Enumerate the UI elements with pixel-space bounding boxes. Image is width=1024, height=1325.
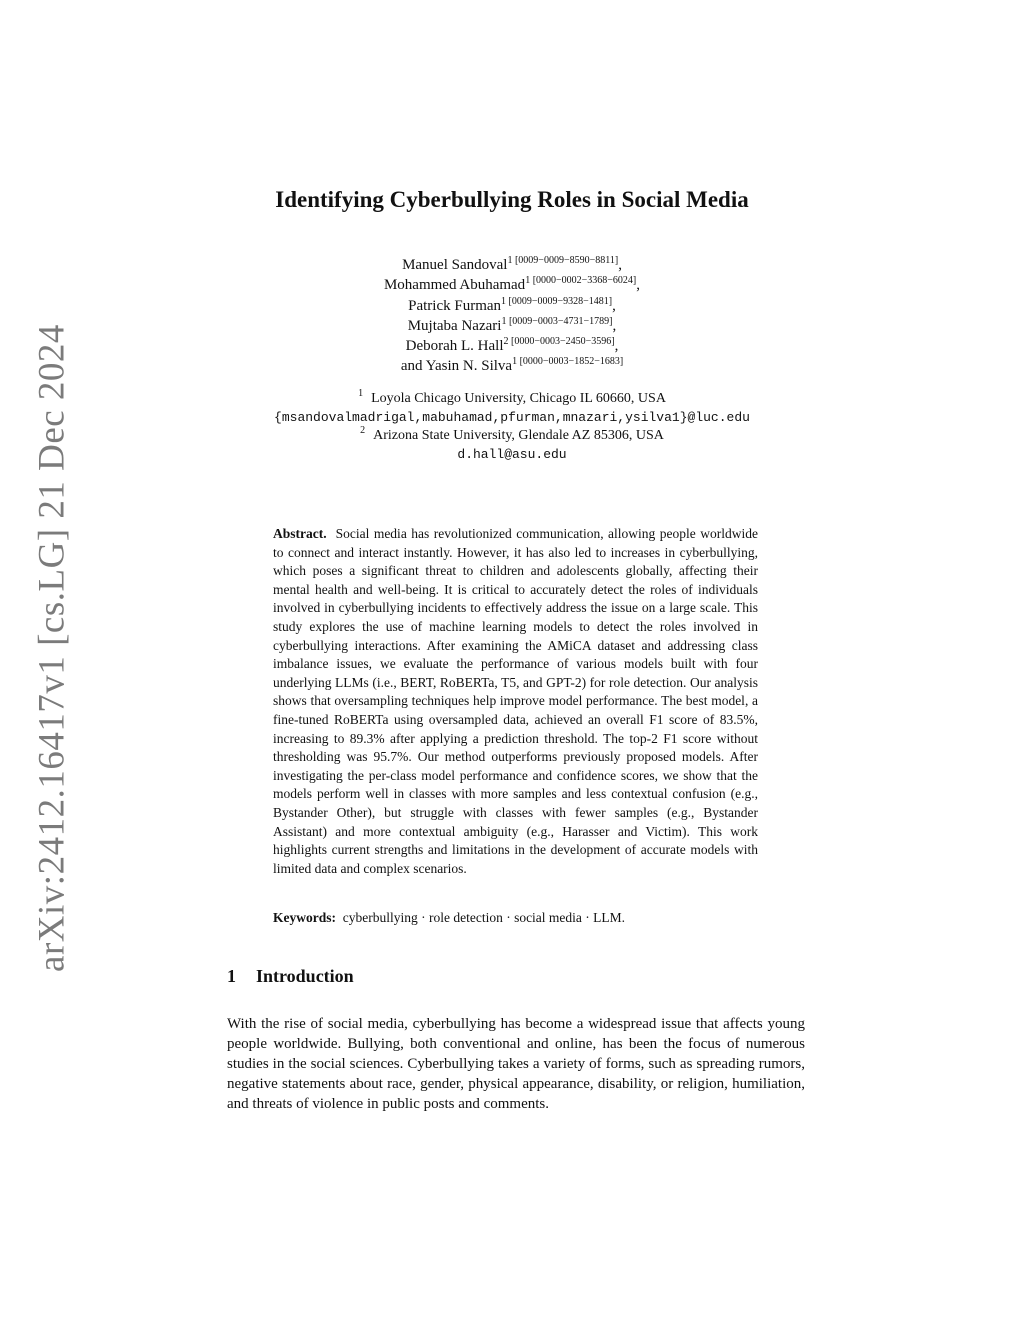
section-title: Introduction [256,966,354,986]
author: Mujtaba Nazari$^{1 [0009-0003-4731-1789]}$, [407,315,617,334]
section-heading [227,966,354,987]
author-orcid: 1 [0000−0002−3368−6024] [525,275,637,287]
author: Patrick Furman$^{1 [0009-0009-9328-1481]}$, [408,295,616,314]
author-orcid: 1 [0000−0003−1852−1683] [512,356,624,368]
paper-title: Identifying Cyberbullying Roles in Social Media [275,187,749,212]
author-orcid: 2 [0000−0003−2450−3596] [503,336,615,348]
keywords-label: Keywords: [273,910,336,925]
affiliation-2: $^2$ Arizona State University, Glendale AZ 85306, USA [360,425,664,444]
author-orcid: 1 [0009−0003−4731−1789] [501,315,613,327]
keywords-text: cyberbullying · role detection · social media · LLM. [342,910,626,925]
author-name: and Yasin N. Silva [400,358,513,375]
affiliation-1: $^1$ Loyola Chicago University, Chicago IL 60660, USA [358,388,666,406]
author-name: Mujtaba Nazari [407,317,502,334]
author: Deborah L. Hall$^{2 [0000-0003-2450-3596]}$, [405,336,619,355]
author-list [0,255,1024,377]
author-name: Mohammed Abuhamad [383,277,526,294]
author-name: Manuel Sandoval [402,257,508,273]
author-orcid: 1 [0009−0009−8590−8811] [507,255,619,266]
affiliation-2-email: d.hall@asu.edu [457,446,567,462]
keywords [273,909,758,927]
author-name: Deborah L. Hall [405,338,504,355]
affiliation-1-emails: {msandovalmadrigal,mabuhamad,pfurman,mnazari,ysilva1}@luc.edu [274,409,750,425]
abstract-text: Social media has revolutionized communication, allowing people worldwide to connect and interact instantly. However, it has also led to increases in cyberbullying, which poses a significant threat to children and adolescents globally, affecting their mental health and well-being. It is critical to accurately detect the roles of individuals involved in cyberbullying incidents to effectively address the issue on a large scale. This study explores the use of machine learning models to detect the roles involved in cyberbullying interactions. After examining the AMiCA dataset and addressing class imbalance issues, we evaluate the performance of various models built with four underlying LLMs (i.e., BERT, RoBERTa, T5, and GPT-2) for role detection. Our analysis shows that oversampling techniques help improve model performance. The best model, a fine-tuned RoBERTa using oversampled data, achieved an overall F1 score of 83.5%, increasing to 89.3% after applying a prediction threshold. The top-2 F1 score without thresholding was 95.7%. Our method outperforms previously proposed models. After investigating the per-class model performance and confidence scores, we show that the models perform well in classes with more samples and less contextual confusion (e.g., Bystander Other), but struggle with classes with fewer samples (e.g., Bystander Assistant) and more contextual ambiguity (e.g., Harasser and Victim). This work highlights current strengths and limitations in the development of accurate models with limited data and complex scenarios. [273,526,758,876]
arxiv-identifier: arXiv:2412.16417v1 [cs.LG] 21 Dec 2024 [31,324,73,972]
author-name: Patrick Furman [408,297,502,314]
introduction-paragraph: With the rise of social media, cyberbullying has become a widespread issue that affects young people worldwide. Bullying, both conventional and online, has been the focus of numerous studies in the social sciences. Cyberbullying takes a variety of forms, such as spreading rumors, negative statements about race, gender, physical appearance, disability, or religion, humiliation, and threats of violence in public posts and comments. [227,1016,805,1112]
author: Manuel Sandoval$^{1 [0009-0009-8590-8811]}$, [402,255,622,273]
author-orcid: 1 [0009−0009−9328−1481] [501,295,613,307]
affiliations [0,390,1024,464]
section-number: 1 [227,966,236,986]
abstract [273,525,758,878]
author [0,356,1024,376]
abstract-label: Abstract. [273,526,327,541]
author: Mohammed Abuhamad$^{1 [0000-0002-3368-6024]}$, [383,275,641,294]
